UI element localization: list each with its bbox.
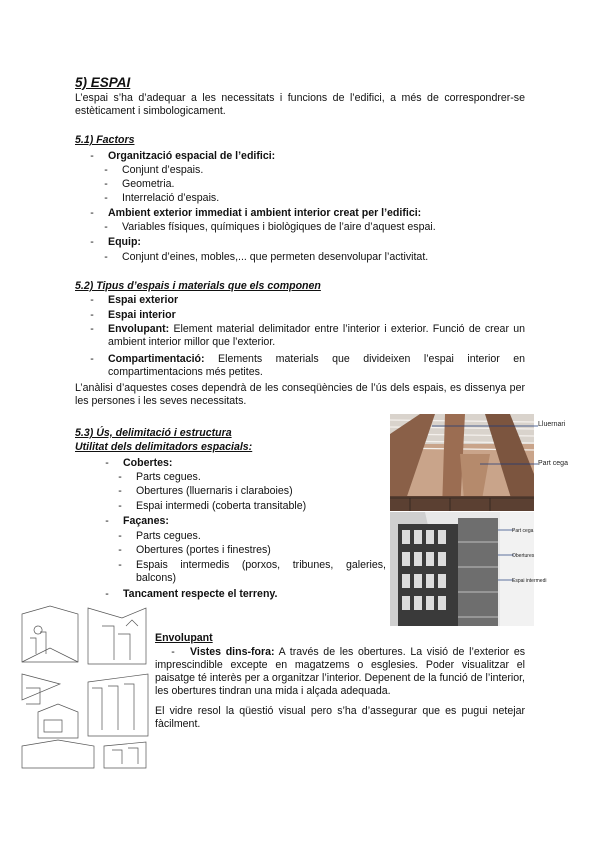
bullet-dash: - (118, 485, 122, 497)
envolupant-vistes (155, 646, 525, 698)
sketch-illustration (18, 604, 150, 770)
bullet-dash: - (118, 471, 122, 483)
us-heading: 5.3) Ús, delimitació i estructura (75, 427, 232, 439)
us-tancament: Tancament respecte el terreny. (123, 588, 278, 600)
list-item: Espai intermedi (coberta transitable) (136, 500, 307, 512)
factors-org: Organització espacial de l’edifici: (108, 150, 276, 162)
photo-label: Lluernari (538, 421, 566, 428)
list-item: Obertures (lluernaris i claraboies) (136, 485, 293, 497)
label-leader-lines (430, 420, 538, 470)
bullet-dash: - (90, 207, 94, 219)
bullet-dash: - (90, 150, 94, 162)
bullet-dash: - (118, 544, 122, 556)
list-item: Parts cegues. (136, 530, 201, 542)
tipus-paragraph: L’anàlisi d’aquestes coses dependrà de les conseqüències de l’ús dels espais, es dissenya per les persones i les seves necessitats. (75, 382, 525, 407)
list-item: Geometria. (122, 178, 175, 190)
bullet-dash: - (104, 192, 108, 204)
list-item: Parts cegues. (136, 471, 201, 483)
bullet-dash: - (118, 500, 122, 512)
section-intro: L’espai s’ha d’adequar a les necessitats i funcions de l’edifici, a més de correspondrer-se estèticament i simbologicament. (75, 92, 525, 117)
envolupant-label: Envolupant: (108, 323, 170, 335)
bullet-dash: - (104, 164, 108, 176)
list-item: Espai exterior (108, 294, 179, 306)
us-cobertes: Cobertes: (123, 457, 173, 469)
vistes-label: Vistes dins-fora: (190, 646, 275, 658)
bullet-dash: - (90, 294, 94, 306)
list-item: Espai interior (108, 309, 176, 321)
bullet-dash: - (105, 457, 109, 469)
compart-label: Compartimentació: (108, 353, 205, 365)
factors-heading: 5.1) Factors (75, 134, 135, 146)
us-facanes: Façanes: (123, 515, 169, 527)
list-item: Conjunt d’eines, mobles,... que permeten desenvolupar l’activitat. (122, 251, 429, 263)
photo-label: Espai intermedi (512, 578, 547, 584)
photo-label: Part cega (538, 460, 568, 467)
factors-equip: Equip: (108, 236, 141, 248)
bullet-dash: - (171, 646, 175, 658)
section-title: 5) ESPAI (75, 75, 131, 90)
photo-label: Part cega (512, 528, 534, 534)
list-item: Obertures (portes i finestres) (136, 544, 271, 556)
tipus-envolupant (108, 323, 525, 349)
bullet-dash: - (105, 588, 109, 600)
list-item: Conjunt d’espais. (122, 164, 204, 176)
envolupant-vidre: El vidre resol la qüestió visual pero s’ha d’assegurar que es pugui netejar fàcilment. (155, 705, 525, 730)
photo-label: Obertures (512, 553, 535, 559)
list-item: Variables físiques, químiques i biològiques de l’aire d’aquest espai. (122, 221, 436, 233)
bullet-dash: - (118, 530, 122, 542)
bullet-dash: - (118, 559, 122, 571)
bullet-dash: - (104, 251, 108, 263)
list-item: Interrelació d’espais. (122, 192, 220, 204)
envolupant-heading: Envolupant (155, 632, 213, 644)
bullet-dash: - (90, 309, 94, 321)
bullet-dash: - (90, 236, 94, 248)
compart-text: Elements materials que divideixen l’espai interior en compartimentacions més petites. (108, 353, 525, 378)
bullet-dash: - (104, 221, 108, 233)
factors-ambient: Ambient exterior immediat i ambient interior creat per l’edifici: (108, 207, 422, 219)
envolupant-text: Element material delimitador entre l’interior i exterior. Funció de crear un ambient interior millor que l’exterior. (108, 323, 525, 348)
bullet-dash: - (90, 323, 94, 335)
vistes-text: A través de les obertures. La visió de l’exterior es imprescindible excepte en magatzems o esglesies. Poder visualitzar el paisatge té interès per a organitzar l’interior. Depenent de la funció de l’interior, les obertures tindran una mida i alçada adequada. (155, 646, 526, 697)
bullet-dash: - (90, 353, 94, 365)
tipus-compartimentacio (108, 353, 525, 379)
list-item: Espais intermedis (porxos, tribunes, galeries, balcons) (136, 559, 386, 584)
bullet-dash: - (105, 515, 109, 527)
bullet-dash: - (104, 178, 108, 190)
tipus-heading: 5.2) Tipus d’espais i materials que els componen (75, 280, 321, 292)
us-subheading: Utilitat dels delimitadors espacials: (75, 441, 253, 453)
